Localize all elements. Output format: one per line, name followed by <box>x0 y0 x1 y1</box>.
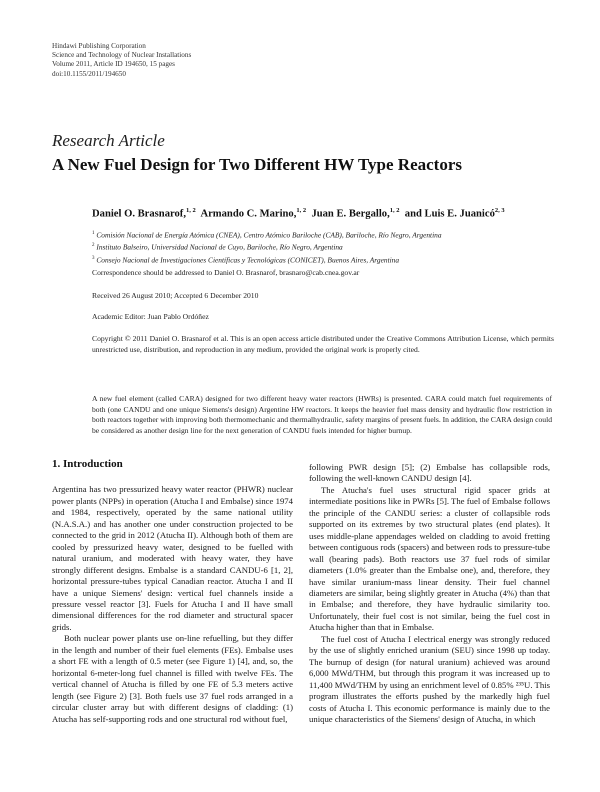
journal-doi: doi:10.1155/2011/194650 <box>52 69 126 78</box>
affiliation-number: 2 <box>92 243 95 249</box>
copyright-notice: Copyright © 2011 Daniel O. Brasnarof et al. This is an open access article distributed under the Creative Commons Attribution License, which permits unrestricted use, distribution, and reproduction in any medium, provided the original work is properly cited. <box>92 334 554 354</box>
affiliation-number: 1 <box>92 231 95 236</box>
right-column <box>309 462 550 725</box>
body-paragraph: Argentina has two pressurized heavy water reactor (PHWR) nuclear power plants (NPPs) in operation (Atucha I and Embalse) since 1974 and 1984, respectively, operated by the same national utility (N.A.S.A.) and has another one under construction projected to be connected to the grid in 2012 (Atucha II). Although both of them are cooled by pressurized heavy water, designed to be fuelled with natural uranium, and moderated with heavy water, they have strongly different designs. Embalse is a standard CANDU-6 [1, 2], horizontal pressure-tubes typical Canadian reactor. Atucha I and II have a unique Siemens' design: vertical fuel channels inside a pressure vessel reactor [3]. Fuels for Atucha I and II have small dimensional differences for the rod diameter and structural spacer grids. <box>52 484 293 632</box>
section-heading: 1. Introduction <box>52 458 123 470</box>
author-list <box>92 207 560 220</box>
received-dates: Received 26 August 2010; Accepted 6 December 2010 <box>92 291 259 300</box>
left-column <box>52 459 293 725</box>
affiliation-text: Comisión Nacional de Energía Atómica (CNEA), Centro Atómico Bariloche (CAB), Bariloche, Río Negro, Argentina <box>96 230 442 240</box>
academic-editor: Academic Editor: Juan Pablo Ordóñez <box>92 312 209 321</box>
author-affiliation-marker: 1, 2 <box>296 207 307 214</box>
journal-name: Science and Technology of Nuclear Installations <box>52 51 192 60</box>
author-affiliation-marker: 1, 2 <box>185 207 196 214</box>
author-affiliation-marker: 1, 2 <box>389 207 400 214</box>
affiliation-number: 3 <box>92 255 95 261</box>
abstract: A new fuel element (called CARA) designed for two different heavy water reactors (HWRs) is presented. CARA could match fuel requirements of both (one CANDU and one unique Siemens's design) Argentine HW reactors. It keeps the heavier fuel mass density and hydraulic flow restriction in both reactors together with improving both thermomechanic and thermalhydraulic, safety margins of present fuels. In addition, the CARA design could be considered as another design line for the next generation of CANDU fuels intended for higher burnup. <box>92 394 552 435</box>
author-name: and Luis E. Juanicó <box>404 208 495 220</box>
affiliation-text: Consejo Nacional de Investigaciones Científicas y Tecnológicas (CONICET), Buenos Aires, Argentina <box>96 255 400 264</box>
affiliation-list <box>92 229 560 266</box>
body-paragraph: Both nuclear power plants use on-line refuelling, but they differ in the length and number of their fuel elements (FEs). Embalse uses a short FE with a length of 0.5 meter (see Figure 1) [4], and, so, the horizontal 6-meter-long fuel channel is filled with twelve FEs. The vertical channel of Atucha is filled by one FE of 5.3 meters active length (see Figure 2) [3]. Both fuels use 37 fuel rods arranged in a circular cluster array but with different designs of cladding: (1) Atucha has self-supporting rods and one structural rod without fuel, <box>52 633 293 724</box>
correspondence: Correspondence should be addressed to Daniel O. Brasnarof, brasnaro@cab.cnea.gov.ar <box>92 268 360 277</box>
paper-title: A New Fuel Design for Two Different HW Type Reactors <box>52 155 463 174</box>
affiliation-item <box>92 241 560 253</box>
journal-header <box>52 42 191 79</box>
affiliation-text: Instituto Balseiro, Universidad Nacional de Cuyo, Bariloche, Río Negro, Argentina <box>96 242 343 252</box>
article-type: Research Article <box>52 131 165 150</box>
publisher-name: Hindawi Publishing Corporation <box>52 42 146 50</box>
author-name: Juan E. Bergallo, <box>311 208 390 220</box>
body-paragraph: following PWR design [5]; (2) Embalse has collapsible rods, following the well-known CANDU design [4]. <box>309 462 550 484</box>
journal-volume: Volume 2011, Article ID 194650, 15 pages <box>52 60 175 69</box>
body-paragraph: The fuel cost of Atucha I electrical energy was strongly reduced by the use of slightly enriched uranium (SEU) since 1998 up today. The burnup of design (for natural uranium) achieved was around 6,000 MWd/THM, but through this program it was increased up to 11,400 MWd/THM by using an enrichment level of 0.85% ²³⁵U. This program illustrates the efforts pushed by the markedly high fuel costs of Atucha I. This economic performance is mainly due to the unique characteristics of the Siemens' design of Atucha, in which <box>309 633 550 724</box>
affiliation-item <box>92 254 560 266</box>
author-name: Daniel O. Brasnarof, <box>92 208 186 220</box>
affiliation-item <box>92 229 560 241</box>
author-name: Armando C. Marino, <box>200 208 297 220</box>
author-affiliation-marker: 2, 3 <box>494 207 505 214</box>
body-paragraph: The Atucha's fuel uses structural rigid spacer grids at intermediate positions like in PWRs [5]. The fuel of Embalse follows the principle of the CANDU series: a cluster of collapsible rods supported on its extremes by two structural plates (end plates). It uses middle-plane appendages welded on cladding to avoid fretting between contiguous rods (spacers) and between rods to pressure-tube wall (bearing pads). Both reactors use 37 fuel rods of similar diameters (1.0% greater than the Embalse one), and, therefore, they have similar uranium-mass linear density. Their fuel channel diameters are similar, being slightly greater in Atucha (4%) than that in Embalse; and therefore, they have hydraulic similarity too. Unfortunately, their fuel cost is not similar, being the fuel cost in Atucha higher than that in Embalse. <box>309 484 550 633</box>
